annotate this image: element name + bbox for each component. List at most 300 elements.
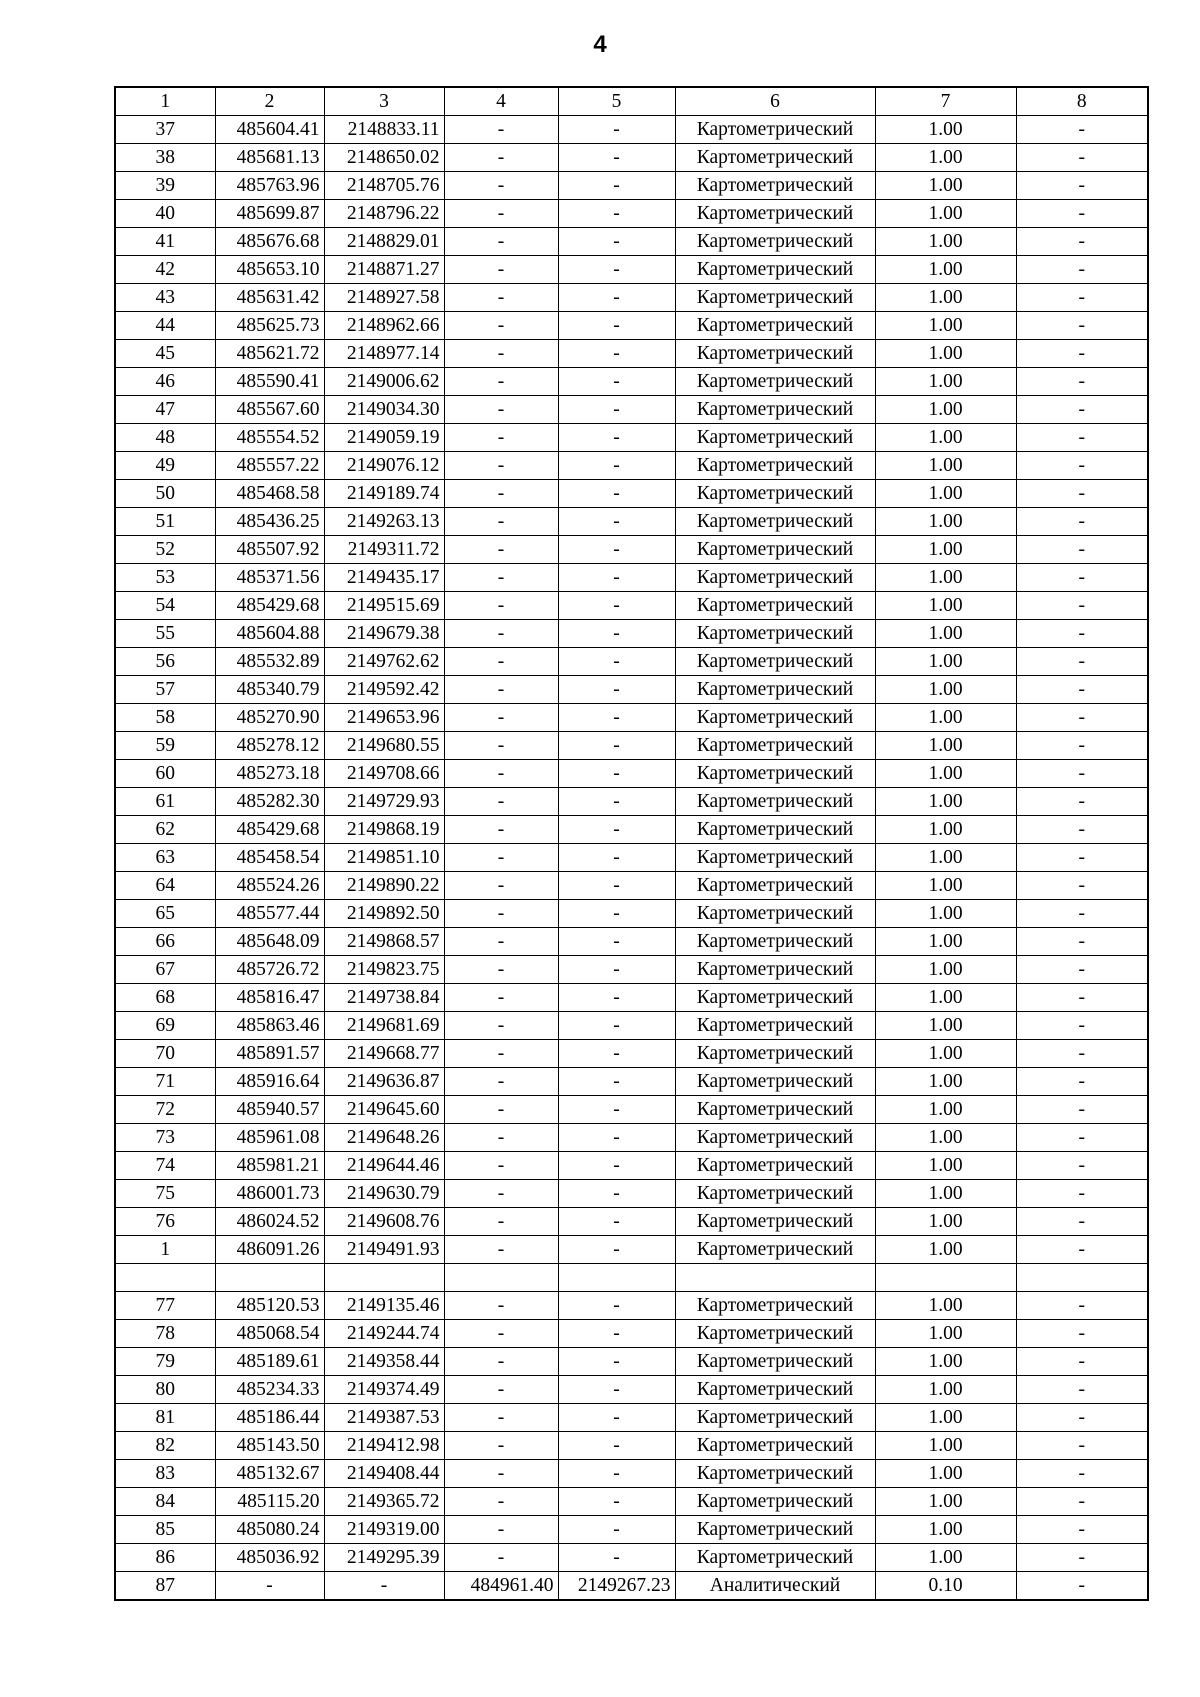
table-row: [115, 396, 1148, 424]
table-cell: 87: [115, 1572, 215, 1601]
table-cell: 485132.67: [215, 1460, 324, 1488]
table-cell: 1.00: [875, 1292, 1016, 1320]
table-row: [115, 312, 1148, 340]
table-cell: Картометрический: [675, 872, 875, 900]
table-cell: -: [444, 984, 558, 1012]
table-cell: 1.00: [875, 1348, 1016, 1376]
table-row: [115, 1488, 1148, 1516]
table-cell: -: [444, 1096, 558, 1124]
table-cell: Картометрический: [675, 1012, 875, 1040]
table-cell: -: [444, 648, 558, 676]
table-cell: 485120.53: [215, 1292, 324, 1320]
table-cell: 2149645.60: [324, 1096, 444, 1124]
table-row: [115, 592, 1148, 620]
table-cell: 2149267.23: [558, 1572, 675, 1601]
table-cell: 485621.72: [215, 340, 324, 368]
table-cell: 485270.90: [215, 704, 324, 732]
table-cell: 2149681.69: [324, 1012, 444, 1040]
table-cell: 81: [115, 1404, 215, 1432]
table-cell: 60: [115, 760, 215, 788]
table-cell: 63: [115, 844, 215, 872]
table-cell: 57: [115, 676, 215, 704]
table-cell: -: [444, 1236, 558, 1264]
table-cell: 1.00: [875, 508, 1016, 536]
table-cell: -: [1016, 312, 1148, 340]
table-cell: 485282.30: [215, 788, 324, 816]
table-cell: 82: [115, 1432, 215, 1460]
table-cell: 485429.68: [215, 816, 324, 844]
table-row: [115, 508, 1148, 536]
table-cell: Картометрический: [675, 1068, 875, 1096]
table-cell: -: [444, 480, 558, 508]
table-cell: -: [444, 1348, 558, 1376]
column-header: 5: [558, 87, 675, 116]
table-cell: 2149868.19: [324, 816, 444, 844]
table-cell: Картометрический: [675, 284, 875, 312]
table-cell: 44: [115, 312, 215, 340]
table-cell: -: [444, 592, 558, 620]
table-cell: 485699.87: [215, 200, 324, 228]
table-cell: -: [558, 536, 675, 564]
table-row: [115, 1460, 1148, 1488]
table-cell: -: [1016, 1068, 1148, 1096]
table-cell: 1.00: [875, 1404, 1016, 1432]
table-cell: 485189.61: [215, 1348, 324, 1376]
table-row: [115, 1124, 1148, 1152]
table-cell: -: [444, 788, 558, 816]
table-cell: 485590.41: [215, 368, 324, 396]
table-cell: Картометрический: [675, 1236, 875, 1264]
table-cell: -: [1016, 732, 1148, 760]
table-cell: -: [558, 1152, 675, 1180]
table-cell: -: [444, 396, 558, 424]
table-cell: 1.00: [875, 1488, 1016, 1516]
table-cell: 0.10: [875, 1572, 1016, 1601]
column-header: 4: [444, 87, 558, 116]
table-cell: Картометрический: [675, 648, 875, 676]
table-cell: -: [558, 1460, 675, 1488]
table-cell: -: [1016, 424, 1148, 452]
table-cell: 2149680.55: [324, 732, 444, 760]
table-cell: -: [558, 872, 675, 900]
table-cell: -: [1016, 1208, 1148, 1236]
table-cell: 69: [115, 1012, 215, 1040]
table-cell: 70: [115, 1040, 215, 1068]
table-cell: -: [1016, 1544, 1148, 1572]
table-cell: -: [444, 1404, 558, 1432]
table-cell: Картометрический: [675, 844, 875, 872]
table-cell: -: [444, 704, 558, 732]
table-cell: 1.00: [875, 900, 1016, 928]
table-cell: 2149762.62: [324, 648, 444, 676]
table-row: [115, 368, 1148, 396]
table-row: [115, 1040, 1148, 1068]
table-cell: -: [1016, 1292, 1148, 1320]
table-cell: 84: [115, 1488, 215, 1516]
table-cell: 1.00: [875, 1460, 1016, 1488]
table-row: [115, 1516, 1148, 1544]
table-cell: -: [1016, 1404, 1148, 1432]
table-row: [115, 480, 1148, 508]
table-cell: -: [444, 928, 558, 956]
table-cell: Картометрический: [675, 144, 875, 172]
table-cell: 50: [115, 480, 215, 508]
table-cell: -: [1016, 1572, 1148, 1601]
table-cell: 2149076.12: [324, 452, 444, 480]
table-cell: 2149189.74: [324, 480, 444, 508]
table-cell: -: [444, 1124, 558, 1152]
table-cell: -: [558, 1236, 675, 1264]
table-cell: 1.00: [875, 676, 1016, 704]
table-row: [115, 1096, 1148, 1124]
table-cell: Картометрический: [675, 956, 875, 984]
table-cell: [215, 1264, 324, 1292]
table-cell: -: [444, 508, 558, 536]
table-cell: -: [558, 760, 675, 788]
table-cell: 1.00: [875, 368, 1016, 396]
table-cell: 1.00: [875, 928, 1016, 956]
table-cell: 1.00: [875, 1432, 1016, 1460]
table-cell: -: [558, 984, 675, 1012]
table-cell: -: [444, 564, 558, 592]
table-cell: 1.00: [875, 816, 1016, 844]
table-cell: 1.00: [875, 1516, 1016, 1544]
table-cell: -: [444, 1432, 558, 1460]
table-cell: 1.00: [875, 788, 1016, 816]
table-cell: 1.00: [875, 116, 1016, 144]
table-cell: Картометрический: [675, 732, 875, 760]
table-cell: 485371.56: [215, 564, 324, 592]
table-cell: 77: [115, 1292, 215, 1320]
table-cell: 53: [115, 564, 215, 592]
table-cell: 486091.26: [215, 1236, 324, 1264]
table-cell: 484961.40: [444, 1572, 558, 1601]
table-cell: 2149412.98: [324, 1432, 444, 1460]
table-cell: -: [444, 760, 558, 788]
table-cell: -: [1016, 984, 1148, 1012]
table-cell: 2149823.75: [324, 956, 444, 984]
table-cell: 485625.73: [215, 312, 324, 340]
table-row: [115, 788, 1148, 816]
table-cell: 1.00: [875, 452, 1016, 480]
table-cell: 2149729.93: [324, 788, 444, 816]
table-row: [115, 928, 1148, 956]
table-cell: 2149892.50: [324, 900, 444, 928]
table-cell: 2148829.01: [324, 228, 444, 256]
table-cell: -: [558, 956, 675, 984]
table-cell: 1.00: [875, 1152, 1016, 1180]
table-cell: 76: [115, 1208, 215, 1236]
table-cell: 37: [115, 116, 215, 144]
table-cell: 39: [115, 172, 215, 200]
table-cell: 83: [115, 1460, 215, 1488]
table-cell: 485648.09: [215, 928, 324, 956]
table-cell: 38: [115, 144, 215, 172]
table-cell: -: [1016, 1040, 1148, 1068]
table-cell: 485676.68: [215, 228, 324, 256]
table-cell: -: [1016, 648, 1148, 676]
table-cell: Картометрический: [675, 452, 875, 480]
table-cell: 1.00: [875, 1040, 1016, 1068]
table-cell: Картометрический: [675, 704, 875, 732]
table-cell: -: [558, 172, 675, 200]
table-cell: -: [1016, 1096, 1148, 1124]
table-cell: Картометрический: [675, 900, 875, 928]
table-cell: Картометрический: [675, 1516, 875, 1544]
table-cell: Картометрический: [675, 200, 875, 228]
table-cell: -: [444, 536, 558, 564]
column-header: 6: [675, 87, 875, 116]
table-cell: -: [558, 1516, 675, 1544]
table-cell: [875, 1264, 1016, 1292]
table-cell: 51: [115, 508, 215, 536]
table-row: [115, 732, 1148, 760]
table-cell: 1.00: [875, 704, 1016, 732]
table-cell: 485916.64: [215, 1068, 324, 1096]
table-cell: -: [558, 1488, 675, 1516]
table-cell: Картометрический: [675, 620, 875, 648]
table-cell: -: [558, 396, 675, 424]
table-cell: -: [558, 256, 675, 284]
table-cell: Картометрический: [675, 788, 875, 816]
table-cell: 64: [115, 872, 215, 900]
table-cell: 1.00: [875, 396, 1016, 424]
table-row: [115, 1012, 1148, 1040]
table-cell: -: [558, 1292, 675, 1320]
table-row: [115, 172, 1148, 200]
table-cell: -: [444, 1208, 558, 1236]
table-row: [115, 900, 1148, 928]
table-cell: Картометрический: [675, 312, 875, 340]
table-cell: 1.00: [875, 172, 1016, 200]
table-cell: 1.00: [875, 760, 1016, 788]
table-cell: 2149135.46: [324, 1292, 444, 1320]
table-cell: 47: [115, 396, 215, 424]
table-cell: -: [1016, 1124, 1148, 1152]
table-cell: Картометрический: [675, 1404, 875, 1432]
table-cell: 485653.10: [215, 256, 324, 284]
table-cell: -: [1016, 1348, 1148, 1376]
table-cell: -: [1016, 396, 1148, 424]
table-cell: -: [558, 1432, 675, 1460]
table-cell: -: [444, 144, 558, 172]
table-cell: -: [444, 956, 558, 984]
table-cell: 1.00: [875, 872, 1016, 900]
table-row: [115, 648, 1148, 676]
table-cell: -: [444, 1292, 558, 1320]
table-cell: 2149365.72: [324, 1488, 444, 1516]
column-header: 7: [875, 87, 1016, 116]
table-cell: -: [1016, 564, 1148, 592]
table-cell: [675, 1264, 875, 1292]
table-cell: 485436.25: [215, 508, 324, 536]
table-cell: [1016, 1264, 1148, 1292]
table-cell: 485681.13: [215, 144, 324, 172]
table-cell: 67: [115, 956, 215, 984]
table-cell: 1.00: [875, 340, 1016, 368]
table-cell: -: [558, 116, 675, 144]
table-cell: [324, 1264, 444, 1292]
table-cell: -: [1016, 1180, 1148, 1208]
table-cell: 485863.46: [215, 1012, 324, 1040]
table-cell: -: [558, 284, 675, 312]
table-row: [115, 116, 1148, 144]
table-cell: 43: [115, 284, 215, 312]
table-cell: Картометрический: [675, 1208, 875, 1236]
table-cell: -: [1016, 368, 1148, 396]
table-cell: 2149034.30: [324, 396, 444, 424]
table-cell: -: [444, 844, 558, 872]
table-cell: -: [558, 480, 675, 508]
table-cell: -: [444, 732, 558, 760]
column-header: 2: [215, 87, 324, 116]
table-cell: 71: [115, 1068, 215, 1096]
table-cell: 49: [115, 452, 215, 480]
table-cell: 2149668.77: [324, 1040, 444, 1068]
table-row: [115, 1236, 1148, 1264]
table-cell: 74: [115, 1152, 215, 1180]
table-cell: 485273.18: [215, 760, 324, 788]
table-cell: 78: [115, 1320, 215, 1348]
table-cell: 1.00: [875, 732, 1016, 760]
table-cell: 2149491.93: [324, 1236, 444, 1264]
table-cell: 485961.08: [215, 1124, 324, 1152]
table-cell: 2148650.02: [324, 144, 444, 172]
table-cell: 2149295.39: [324, 1544, 444, 1572]
table-cell: -: [444, 1544, 558, 1572]
table-cell: 1.00: [875, 200, 1016, 228]
table-cell: -: [558, 228, 675, 256]
table-cell: 1.00: [875, 1068, 1016, 1096]
table-cell: -: [1016, 172, 1148, 200]
table-cell: 486001.73: [215, 1180, 324, 1208]
table-cell: -: [558, 508, 675, 536]
table-row: [115, 284, 1148, 312]
table-cell: -: [1016, 1432, 1148, 1460]
table-cell: 80: [115, 1376, 215, 1404]
table-cell: -: [444, 312, 558, 340]
table-cell: Картометрический: [675, 256, 875, 284]
table-cell: -: [1016, 256, 1148, 284]
table-cell: -: [1016, 340, 1148, 368]
table-cell: -: [444, 116, 558, 144]
table-cell: 485115.20: [215, 1488, 324, 1516]
table-cell: Картометрический: [675, 1376, 875, 1404]
table-cell: [558, 1264, 675, 1292]
table-cell: 2149435.17: [324, 564, 444, 592]
table-cell: 1.00: [875, 1208, 1016, 1236]
table-cell: -: [1016, 872, 1148, 900]
table-cell: -: [1016, 284, 1148, 312]
table-cell: Картометрический: [675, 536, 875, 564]
table-cell: 54: [115, 592, 215, 620]
table-cell: 58: [115, 704, 215, 732]
table-cell: -: [558, 1068, 675, 1096]
table-cell: 2149408.44: [324, 1460, 444, 1488]
table-cell: -: [558, 816, 675, 844]
table-cell: -: [444, 368, 558, 396]
table-cell: 2149263.13: [324, 508, 444, 536]
table-cell: -: [1016, 844, 1148, 872]
table-cell: -: [558, 1096, 675, 1124]
table-cell: Картометрический: [675, 1152, 875, 1180]
table-cell: -: [558, 900, 675, 928]
table-cell: 55: [115, 620, 215, 648]
table-cell: Картометрический: [675, 1320, 875, 1348]
table-cell: 1.00: [875, 564, 1016, 592]
table-cell: Картометрический: [675, 508, 875, 536]
table-cell: -: [444, 340, 558, 368]
table-row: [115, 1152, 1148, 1180]
table-row: [115, 1292, 1148, 1320]
table-cell: -: [444, 676, 558, 704]
table-cell: 485080.24: [215, 1516, 324, 1544]
table-cell: Картометрический: [675, 368, 875, 396]
table-cell: 485036.92: [215, 1544, 324, 1572]
table-cell: 485234.33: [215, 1376, 324, 1404]
table-cell: -: [444, 424, 558, 452]
table-cell: Картометрический: [675, 816, 875, 844]
table-cell: 85: [115, 1516, 215, 1544]
table-cell: 2148796.22: [324, 200, 444, 228]
table-cell: -: [558, 1180, 675, 1208]
table-cell: 62: [115, 816, 215, 844]
table-cell: -: [1016, 704, 1148, 732]
table-row: [115, 676, 1148, 704]
table-cell: 2148833.11: [324, 116, 444, 144]
table-cell: -: [1016, 760, 1148, 788]
table-cell: 86: [115, 1544, 215, 1572]
table-cell: Картометрический: [675, 1040, 875, 1068]
table-cell: -: [558, 452, 675, 480]
table-row: [115, 704, 1148, 732]
table-cell: Картометрический: [675, 1348, 875, 1376]
table-cell: -: [1016, 1320, 1148, 1348]
table-cell: 485068.54: [215, 1320, 324, 1348]
table-cell: Картометрический: [675, 760, 875, 788]
table-cell: 1.00: [875, 284, 1016, 312]
table-cell: 46: [115, 368, 215, 396]
table-cell: -: [1016, 592, 1148, 620]
column-header: 3: [324, 87, 444, 116]
table-cell: 2149006.62: [324, 368, 444, 396]
table-row: [115, 872, 1148, 900]
table-cell: 485554.52: [215, 424, 324, 452]
table-row: [115, 200, 1148, 228]
table-cell: -: [558, 1012, 675, 1040]
table-cell: Картометрический: [675, 396, 875, 424]
table-cell: 485429.68: [215, 592, 324, 620]
table-row: [115, 536, 1148, 564]
table-cell: 485186.44: [215, 1404, 324, 1432]
table-row: [115, 452, 1148, 480]
table-cell: Картометрический: [675, 1488, 875, 1516]
table-cell: -: [558, 732, 675, 760]
table-row: [115, 424, 1148, 452]
table-cell: -: [558, 592, 675, 620]
table-cell: 68: [115, 984, 215, 1012]
table-cell: 2149679.38: [324, 620, 444, 648]
table-cell: 485468.58: [215, 480, 324, 508]
table-cell: -: [1016, 928, 1148, 956]
table-cell: -: [444, 1516, 558, 1544]
table-cell: 485524.26: [215, 872, 324, 900]
table-cell: 1.00: [875, 312, 1016, 340]
table-row: [115, 1068, 1148, 1096]
table-cell: 2148977.14: [324, 340, 444, 368]
table-row: [115, 1544, 1148, 1572]
table-cell: -: [1016, 956, 1148, 984]
